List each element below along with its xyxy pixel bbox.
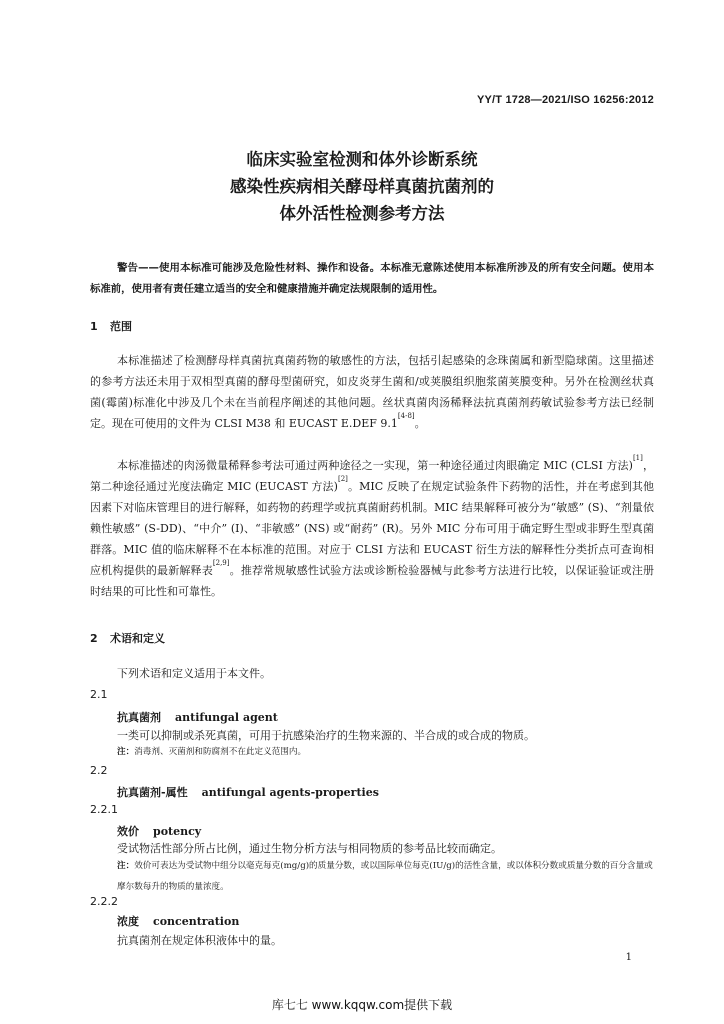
note-text: 消毒剂、灭菌剂和防腐剂不在此定义范围内。: [134, 747, 307, 757]
note-text: 效价可表达为受试物中组分以毫克每克(mg/g)的质量分数，或以国际单位每克(IU/g)的活性含量，或以体积分数或质量分数的百分含量或摩尔数每升的物质的量浓度。: [117, 861, 653, 892]
scope-paragraph-1-end: 。: [414, 417, 426, 430]
scope-paragraph-1: [90, 350, 654, 434]
clause-number: 2.2.2: [90, 895, 118, 908]
scope-paragraph-2-part-c: 。MIC 反映了在规定试验条件下药物的活性，并在考虑到其他因素下对临床管理目的进行解释，如药物的药理学或抗真菌耐药机制。MIC 结果解释可被分为“敏感” (S)、“剂量依赖性敏感” (S-DD)、“中介” (I)、“非敏感” (NS) 或“耐药” (R)。另外 MIC 分布可用于确定野生型或非野生型真菌群落。MIC 值的临床解释不在本标准的范围。对应于 CLSI 方法和 EUCAST 衍生方法的解释性分类折点可查询相应机构提供的最新解释表: [90, 480, 654, 577]
term-zh: 浓度: [117, 915, 139, 928]
scope-paragraph-1-text: 本标准描述了检测酵母样真菌抗真菌药物的敏感性的方法，包括引起感染的念珠菌属和新型隐球菌。这里描述的参考方法还未用于双相型真菌的酵母型菌研究，如皮炎芽生菌和/或荚膜组织胞浆菌荚膜变种。另外在检测丝状真菌(霉菌)标准化中涉及几个未在当前程序阐述的其他问题。丝状真菌肉汤稀释法抗真菌剂药敏试验参考方法已经制定。现在可使用的文件为 CLSI M38 和 EUCAST E.DEF 9.1: [90, 354, 654, 430]
citation: [2]: [337, 475, 348, 483]
term-zh: 抗真菌剂-属性: [117, 786, 188, 799]
title-line-1: 临床实验室检测和体外诊断系统: [246, 150, 478, 169]
term-note: [117, 856, 654, 898]
section-1-number: 1: [90, 320, 98, 333]
term-en: potency: [153, 825, 202, 838]
scope-paragraph-2-part-d: 。推荐常规敏感性试验方法或诊断检验器械与此参考方法进行比较，以保证验证或注册时结果的可比性和可靠性。: [90, 564, 655, 598]
note-label: 注：: [117, 747, 135, 757]
title-line-2: 感染性疾病相关酵母样真菌抗菌剂的: [230, 177, 494, 196]
term-definition: 一类可以抑制或杀死真菌，可用于抗感染治疗的生物来源的、半合成的或合成的物质。: [117, 729, 535, 742]
term-en: concentration: [153, 915, 240, 928]
scope-paragraph-2-part-a: 本标准描述的肉汤微量稀释参考法可通过两种途径之一实现，第一种途径通过肉眼确定 MIC (CLSI 方法): [117, 459, 633, 472]
term-definition: 受试物活性部分所占比例，通过生物分析方法与相同物质的参考品比较而确定。: [117, 842, 502, 855]
page-number: 1: [625, 952, 632, 963]
term-en: antifungal agents-properties: [201, 786, 379, 799]
footer-watermark: 库七七 www.kqqw.com提供下载: [271, 998, 453, 1012]
term-zh: 效价: [117, 825, 139, 838]
note-label: 注：: [117, 861, 135, 871]
terms-intro: 下列术语和定义适用于本文件。: [117, 667, 271, 680]
term-entry: [117, 913, 239, 929]
citation: [2,9]: [212, 559, 230, 567]
section-1-heading: [90, 318, 132, 334]
term-zh: 抗真菌剂: [117, 711, 161, 724]
safety-warning: 警告——使用本标准可能涉及危险性材料、操作和设备。本标准无意陈述使用本标准所涉及的所有安全问题。使用本标准前，使用者有责任建立适当的安全和健康措施并确定法规限制的适用性。: [90, 262, 654, 295]
section-1-title: 范围: [110, 320, 132, 333]
term-entry: [117, 823, 201, 839]
clause-number: 2.2: [90, 764, 108, 777]
standard-number: YY/T 1728—2021/ISO 16256:2012: [476, 94, 654, 106]
term-note: [117, 742, 654, 763]
section-2-number: 2: [90, 632, 98, 645]
citation: [4-8]: [397, 412, 415, 420]
document-title: [0, 146, 724, 227]
clause-number: 2.1: [90, 688, 108, 701]
title-line-3: 体外活性检测参考方法: [279, 204, 445, 223]
scope-paragraph-2: [90, 455, 654, 602]
scope-paragraph-2-part-b: ，第二种途径通过光度法确定 MIC (EUCAST 方法): [90, 459, 654, 493]
term-entry: [117, 784, 379, 800]
term-en: antifungal agent: [175, 711, 278, 724]
citation: [1]: [632, 454, 643, 462]
section-2-title: 术语和定义: [110, 632, 165, 645]
term-entry: [117, 709, 278, 725]
term-definition: 抗真菌剂在规定体积液体中的量。: [117, 934, 282, 947]
section-2-heading: [90, 630, 165, 646]
clause-number: 2.2.1: [90, 803, 118, 816]
